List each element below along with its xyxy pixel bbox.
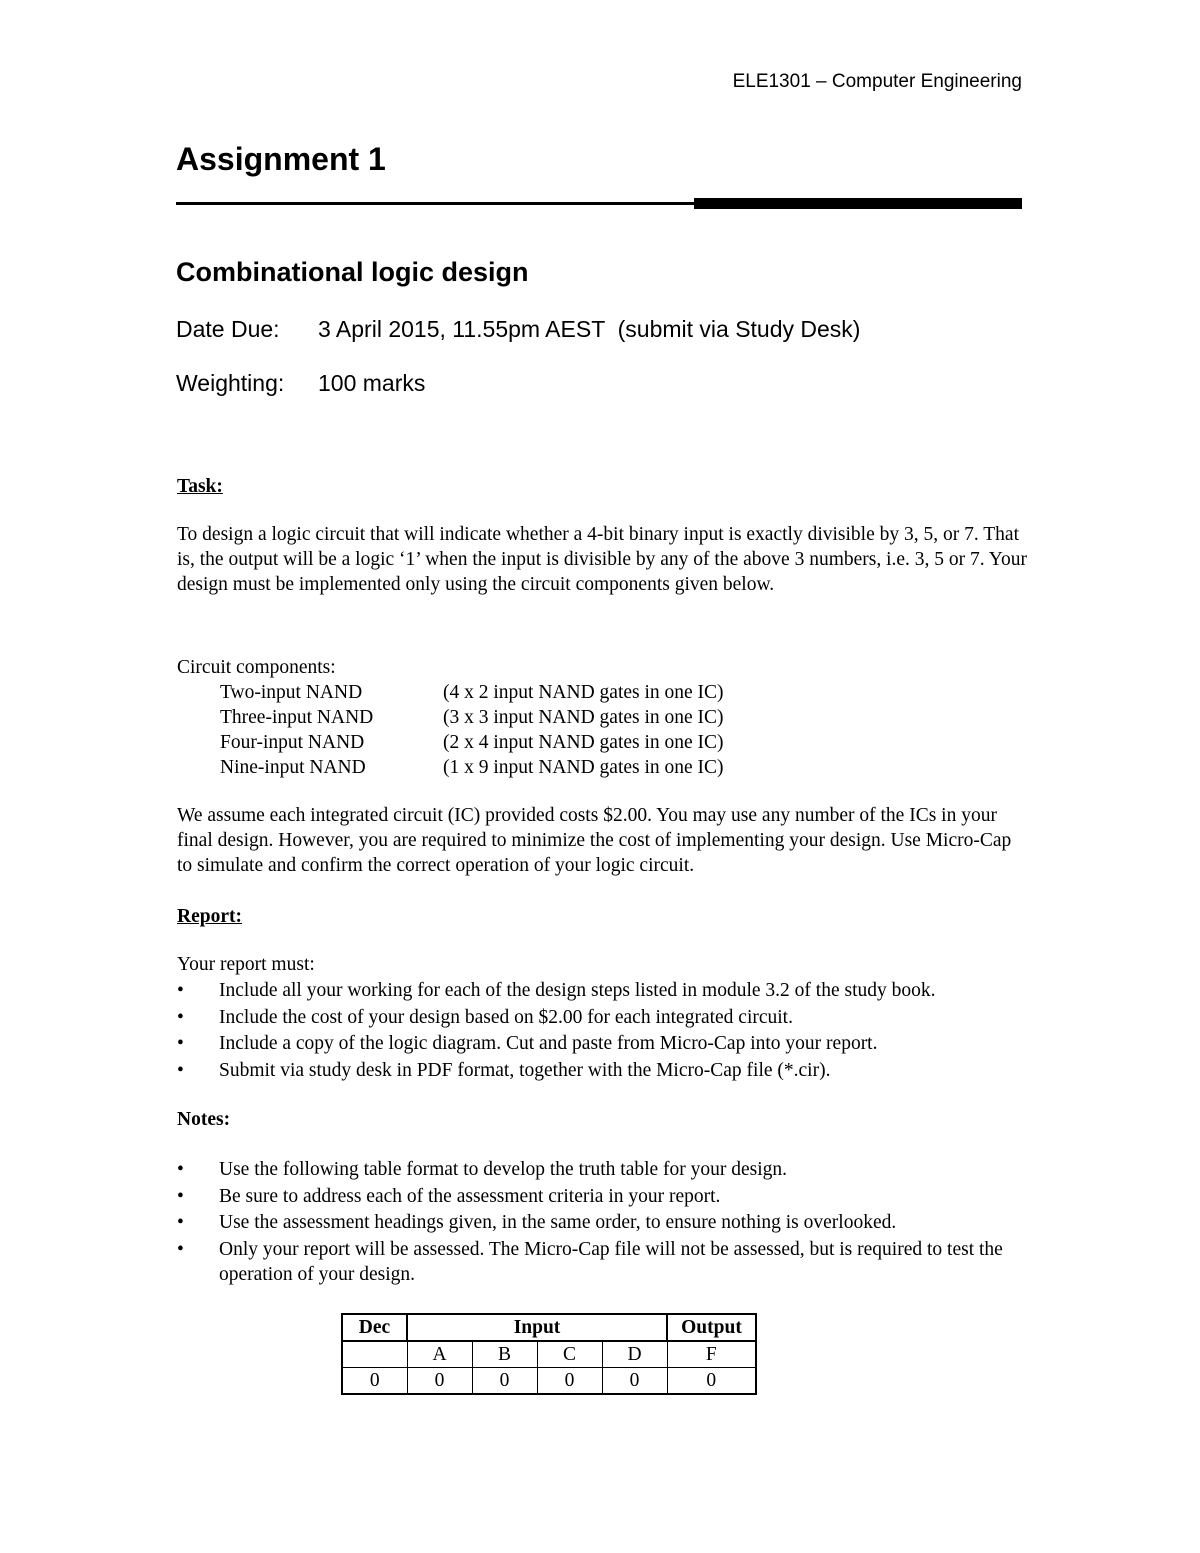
component-row (220, 730, 724, 755)
course-header: ELE1301 – Computer Engineering (732, 71, 1022, 92)
dec-header: Dec (342, 1314, 407, 1341)
table-cell: 0 (667, 1368, 756, 1395)
component-desc: (3 x 3 input NAND gates in one IC) (443, 707, 724, 728)
bullet-icon: • (177, 980, 184, 1001)
column-header: F (667, 1341, 756, 1368)
weighting-row (176, 370, 425, 397)
table-cell: 0 (537, 1368, 602, 1395)
report-heading: Report: (177, 906, 242, 927)
component-row (220, 755, 724, 780)
table-cell: 0 (407, 1368, 472, 1395)
due-date-row (176, 316, 860, 343)
column-header: A (407, 1341, 472, 1368)
list-item: • Only your report will be assessed. The Micro-Cap file will not be assessed, but is required to test the operation of your design. (177, 1238, 1003, 1285)
truth-table-group-header (342, 1314, 756, 1341)
truth-table (341, 1313, 757, 1395)
title-rule-thick (694, 198, 1022, 209)
list-item: • Include all your working for each of the design steps listed in module 3.2 of the study book. (177, 980, 936, 1001)
list-item: • Use the assessment headings given, in the same order, to ensure nothing is overlooked. (177, 1212, 897, 1233)
table-cell: 0 (602, 1368, 667, 1395)
notes-list (177, 1157, 1027, 1288)
weighting-label: Weighting: (176, 370, 285, 396)
task-heading: Task: (177, 476, 223, 497)
output-header: Output (667, 1314, 756, 1341)
component-desc: (1 x 9 input NAND gates in one IC) (443, 757, 724, 778)
report-requirements-list (177, 978, 1027, 1084)
weighting-value: 100 marks (318, 370, 426, 396)
subtitle: Combinational logic design (176, 257, 529, 287)
bullet-icon: • (177, 1033, 184, 1054)
components-heading: Circuit components: (177, 657, 336, 678)
component-desc: (4 x 2 input NAND gates in one IC) (443, 682, 724, 703)
input-header: Input (407, 1314, 667, 1341)
report-intro: Your report must: (177, 954, 315, 975)
component-row (220, 680, 724, 705)
truth-table-column-header (342, 1341, 756, 1368)
title-rule-thin (176, 202, 696, 205)
bullet-icon: • (177, 1059, 184, 1081)
component-name: Nine-input NAND (220, 757, 366, 778)
bullet-icon: • (177, 1185, 184, 1207)
component-name: Two-input NAND (220, 682, 363, 703)
due-date-label: Date Due: (176, 316, 280, 342)
bullet-icon: • (177, 1238, 184, 1260)
column-header: D (602, 1341, 667, 1368)
column-header (342, 1341, 407, 1368)
component-desc: (2 x 4 input NAND gates in one IC) (443, 732, 724, 753)
cost-paragraph: We assume each integrated circuit (IC) provided costs $2.00. You may use any number of the ICs in your final design. However, you are required to minimize the cost of implementing your design. Use Micro-Cap to simulate and confirm the correct operation of your logic circuit. (177, 805, 1012, 876)
bullet-icon: • (177, 1212, 184, 1233)
component-name: Three-input NAND (220, 707, 374, 728)
bullet-icon: • (177, 1159, 184, 1180)
page-title: Assignment 1 (176, 141, 386, 177)
notes-heading: Notes: (177, 1109, 231, 1130)
due-date-value: 3 April 2015, 11.55pm AEST (submit via Study Desk) (318, 316, 861, 342)
table-cell: 0 (472, 1368, 537, 1395)
component-name: Four-input NAND (220, 732, 365, 753)
task-paragraph: To design a logic circuit that will indicate whether a 4-bit binary input is exactly divisible by 3, 5, or 7. That is, the output will be a logic ‘1’ when the input is divisible by any of the above 3 numbers, i.e. 3, 5 or 7. Your design must be implemented only using the circuit components given below. (177, 524, 1027, 595)
table-row (342, 1368, 756, 1395)
list-item: • Include the cost of your design based on $2.00 for each integrated circuit. (177, 1006, 793, 1028)
component-row (220, 705, 724, 730)
table-cell: 0 (342, 1368, 407, 1395)
list-item: • Include a copy of the logic diagram. Cut and paste from Micro-Cap into your report. (177, 1033, 878, 1054)
list-item: • Use the following table format to develop the truth table for your design. (177, 1159, 788, 1180)
list-item: • Submit via study desk in PDF format, together with the Micro-Cap file (*.cir). (177, 1059, 831, 1081)
column-header: B (472, 1341, 537, 1368)
bullet-icon: • (177, 1006, 184, 1028)
list-item: • Be sure to address each of the assessment criteria in your report. (177, 1185, 721, 1207)
column-header: C (537, 1341, 602, 1368)
